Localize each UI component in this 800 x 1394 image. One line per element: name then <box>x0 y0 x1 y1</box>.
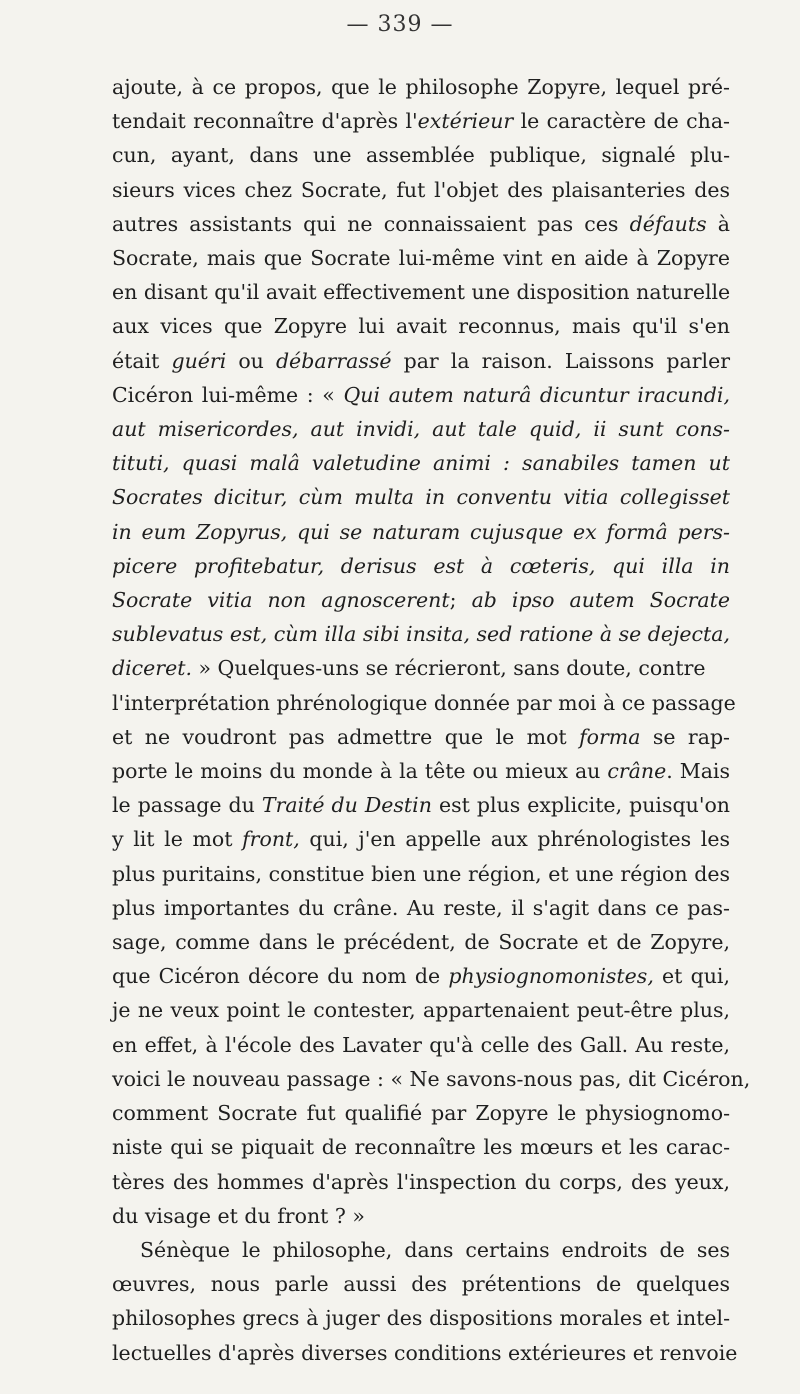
text-segment: je ne veux point le contester, appartenaient peut-être plus, <box>112 998 730 1023</box>
text-line <box>112 754 730 788</box>
text-line <box>112 1199 730 1233</box>
text-line <box>112 344 730 378</box>
text-segment: voici le nouveau passage : « Ne savons-nous pas, dit Cicéron, <box>112 1066 751 1091</box>
text-segment: ou <box>226 348 276 373</box>
text-segment: lectuelles d'après diverses conditions extérieures et renvoie <box>112 1340 738 1365</box>
italic-text: défauts <box>629 211 707 236</box>
italic-text: tituti, quasi malâ valetudine animi : sanabiles tamen ut <box>112 451 730 476</box>
text-segment: ; <box>449 588 472 613</box>
text-segment: était <box>112 348 172 373</box>
text-segment: que Cicéron décore du nom de <box>112 964 449 989</box>
italic-text: guéri <box>171 348 227 373</box>
text-segment: œuvres, nous parle aussi des prétentions de quelques <box>112 1272 730 1297</box>
italic-text: diceret. <box>112 656 192 681</box>
italic-text: forma <box>579 724 641 749</box>
text-segment: et ne voudront pas admettre que le mot <box>112 724 580 749</box>
text-line <box>112 480 730 514</box>
text-segment: Socrate, mais que Socrate lui-même vint en aide à Zopyre <box>112 246 730 271</box>
text-line <box>112 686 736 720</box>
text-line <box>112 1336 738 1370</box>
text-segment: comment Socrate fut qualifié par Zopyre le physiognomo- <box>112 1101 730 1126</box>
italic-text: crâne <box>607 759 667 784</box>
text-segment: par la raison. Laissons parler <box>391 348 731 373</box>
text-segment: sieurs vices chez Socrate, fut l'objet des plaisanteries des <box>112 177 730 202</box>
text-line <box>112 446 730 480</box>
text-segment: à <box>706 211 730 236</box>
text-line <box>112 788 730 822</box>
text-line <box>112 720 730 754</box>
text-line <box>112 891 730 925</box>
text-segment: ajoute, à ce propos, que le philosophe Zopyre, lequel pré- <box>112 75 730 99</box>
text-line <box>112 275 730 309</box>
text-segment: l'interprétation phrénologique donnée par moi à ce passage <box>112 690 736 715</box>
text-segment: le passage du <box>112 793 262 818</box>
text-segment: se rap- <box>640 724 730 749</box>
italic-text: Traité du Destin <box>261 793 432 818</box>
text-line <box>112 1130 730 1164</box>
page-number: — 339 — <box>346 12 454 37</box>
text-line <box>112 1267 730 1301</box>
italic-text: Qui autem naturâ dicuntur iracundi, <box>343 382 730 407</box>
italic-text: Socrate vitia non agnoscerent <box>112 588 450 613</box>
text-line <box>112 549 730 583</box>
text-line <box>112 173 730 207</box>
text-line <box>112 857 730 891</box>
text-line <box>112 993 730 1027</box>
text-segment: et qui, <box>653 964 730 989</box>
text-segment: tères des hommes d'après l'inspection du corps, des yeux, <box>112 1169 730 1194</box>
text-segment: plus importantes du crâne. Au reste, il s'agit dans ce pas- <box>112 895 730 920</box>
text-segment: aux vices que Zopyre lui avait reconnus, mais qu'il s'en <box>112 314 730 339</box>
italic-text: aut misericordes, aut invidi, aut tale quid, ii sunt cons- <box>112 417 730 442</box>
text-line <box>112 1096 730 1130</box>
italic-text: extérieur <box>417 109 514 134</box>
text-line <box>112 241 730 275</box>
text-segment: sage, comme dans le précédent, de Socrate et de Zopyre, <box>112 930 730 955</box>
text-segment: Cicéron lui-même : « <box>112 382 344 407</box>
text-segment: tendait reconnaître d'après l' <box>112 109 418 134</box>
text-line <box>112 207 730 241</box>
text-segment: autres assistants qui ne connaissaient pas ces <box>112 211 630 236</box>
text-line <box>112 104 730 138</box>
text-line <box>112 70 730 104</box>
text-line <box>112 378 730 412</box>
text-line <box>112 617 730 651</box>
text-segment: en disant qu'il avait effectivement une disposition naturelle <box>112 280 731 305</box>
text-line <box>112 822 730 856</box>
text-segment: » Quelques-uns se récrieront, sans doute, contre <box>191 656 706 681</box>
text-segment: Sénèque le philosophe, dans certains endroits de ses <box>140 1237 730 1262</box>
italic-text: débarrassé <box>275 348 392 373</box>
text-segment: qui, j'en appelle aux phrénologistes les <box>299 827 730 852</box>
italic-text: physiognomonistes, <box>448 964 654 989</box>
text-segment: porte le moins du monde à la tête ou mieux au <box>112 759 608 784</box>
text-line <box>112 1028 730 1062</box>
italic-text: sublevatus est, cùm illa sibi insita, sed ratione à se dejecta, <box>112 622 730 647</box>
text-segment: en effet, à l'école des Lavater qu'à celle des Gall. Au reste, <box>112 1032 730 1057</box>
italic-text: picere profitebatur, derisus est à cœteris, qui illa in <box>112 553 730 578</box>
text-segment: philosophes grecs à juger des dispositions morales et intel- <box>112 1306 730 1331</box>
text-segment: . Mais <box>666 759 730 784</box>
text-line <box>112 1062 751 1096</box>
text-segment: est plus explicite, puisqu'on <box>431 793 730 818</box>
text-segment: du visage et du front ? » <box>112 1203 365 1228</box>
text-segment: plus puritains, constitue bien une région, et une région des <box>112 861 730 886</box>
text-line <box>112 1233 730 1267</box>
text-line <box>112 515 730 549</box>
italic-text: ab ipso autem Socrate <box>471 588 730 613</box>
text-line <box>112 925 730 959</box>
text-segment: niste qui se piquait de reconnaître les mœurs et les carac- <box>112 1135 730 1160</box>
text-line <box>112 959 730 993</box>
italic-text: in eum Zopyrus, qui se naturam cujusque ex formâ pers- <box>112 519 730 544</box>
text-line <box>112 583 730 617</box>
italic-text: front, <box>242 827 300 852</box>
text-segment: y lit le mot <box>112 827 243 852</box>
text-line <box>112 1165 730 1199</box>
text-line <box>112 309 730 343</box>
text-line <box>112 412 730 446</box>
text-line <box>112 651 730 685</box>
text-line <box>112 1301 730 1335</box>
text-segment: cun, ayant, dans une assemblée publique, signalé plu- <box>112 143 730 168</box>
body-text <box>112 70 751 1370</box>
italic-text: Socrates dicitur, cùm multa in conventu vitia collegisset <box>112 485 730 510</box>
text-segment: le caractère de cha- <box>513 109 730 134</box>
text-line <box>112 138 730 172</box>
